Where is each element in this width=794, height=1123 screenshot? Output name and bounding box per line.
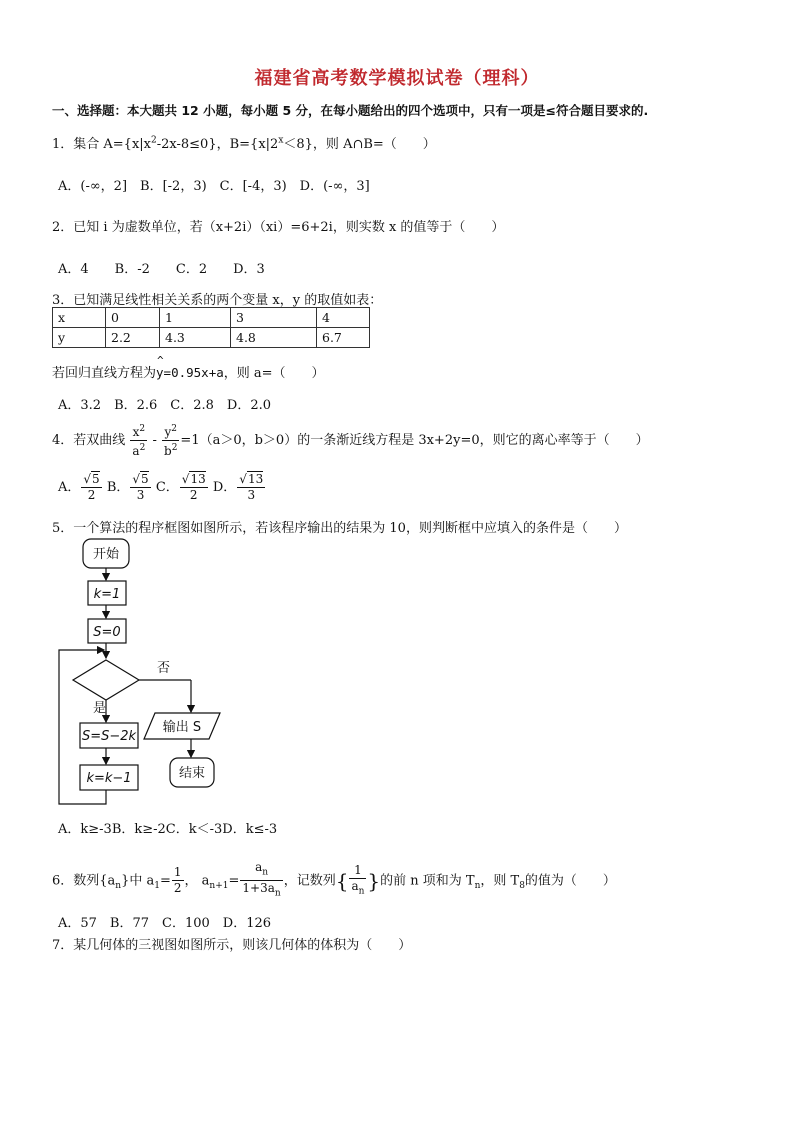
q4-option-a: A． $\frac{√5}{2}$: [58, 472, 100, 502]
section-heading: 一、选择题：本大题共 12 小题，每小题 5 分，在每小题给出的四个选项中，只有一项是≤符合题目要求的.: [52, 103, 649, 118]
q4-option-d: D． $\frac{√13}{3}$: [212, 472, 264, 502]
table-row: [53, 328, 370, 348]
table-cell: 4.8: [231, 328, 317, 348]
minus-sign: -: [152, 433, 157, 448]
q3-line-suffix: ，则 a=（ ）: [223, 366, 325, 381]
q1-text: 1．集合 A={x|x: [52, 137, 151, 152]
flow-yes-label: 是: [93, 701, 107, 716]
fraction-y2-b2: $\frac{y^2}{b^2}$: [164, 424, 178, 458]
flow-start-label: 开始: [92, 547, 120, 562]
flow-s-init-label: S=0: [93, 625, 121, 640]
question-2: 2．已知 i 为虚数单位，若（x+2i）（xi）=6+2i，则实数 x 的值等于（ ）: [52, 220, 505, 235]
page-title: 福建省高考数学模拟试卷（理科）: [254, 68, 540, 89]
q1-sup2: x: [278, 135, 284, 146]
q3-line-prefix: 若回归直线方程为: [52, 366, 157, 381]
flow-end-label: 结束: [178, 766, 206, 781]
q4-option-b: B． $\frac{√5}{3}$: [106, 472, 149, 502]
q1-text3: ＜8}，则 A∩B=（ ）: [283, 137, 436, 152]
question-4: [52, 422, 649, 459]
flow-output-label: 输出 S: [162, 720, 202, 735]
q1-sup: 2: [151, 135, 157, 146]
hat-mark: ^: [157, 354, 164, 367]
table-cell: 1: [160, 308, 231, 328]
table-cell: 4: [317, 308, 370, 328]
table-cell: 6.7: [317, 328, 370, 348]
fraction-x2-a2: $\frac{x^2}{a^2}$: [132, 424, 146, 458]
fraction-recurrence: $\frac{a_n}{1+3a_n}$: [242, 860, 281, 899]
q3-options: A．3.2 B．2.6 C．2.8 D．2.0: [58, 398, 272, 413]
question-1: [52, 133, 436, 152]
flow-k-init-label: k=1: [93, 587, 121, 602]
table-cell: x: [53, 308, 106, 328]
q6-options: A．57 B．77 C．100 D．126: [58, 916, 272, 931]
table-cell: y: [53, 328, 106, 348]
fraction-one-half: $\frac{1}{2}$: [173, 865, 182, 896]
xy-table: [52, 307, 370, 348]
question-3: 3．已知满足线性相关关系的两个变量 x，y 的取值如表：: [52, 293, 383, 308]
q3-line: [52, 354, 325, 381]
flow-update-k-label: k=k−1: [86, 771, 132, 786]
flowchart: [55, 532, 230, 812]
question-6: 6．数列$\{a_n\}$中 $a_1=$ $\frac{1}{2}$ ， $a_{n+1}=$ $\frac{a_n}{1+3a_n}$ ，记数列{ $\frac{1}{a_n}$ }的前 n 项和为 $T_n$，则 $T_8$的值为（ ）: [52, 860, 616, 902]
q1-text2: -2x-8≤0}，B={x|2: [156, 137, 279, 152]
flow-update-s-label: S=S−2k: [81, 729, 137, 744]
table-cell: 4.3: [160, 328, 231, 348]
question-7: 7．某几何体的三视图如图所示，则该几何体的体积为（ ）: [52, 938, 412, 953]
table-row: [53, 308, 370, 328]
q4-options: [58, 472, 266, 503]
table-cell: 3: [231, 308, 317, 328]
q2-options: A．4 B．-2 C．2 D．3: [58, 262, 265, 277]
regression-equation: y=0.95x+a: [156, 365, 224, 380]
table-cell: 2.2: [106, 328, 160, 348]
table-cell: 0: [106, 308, 160, 328]
q4-suffix: =1（a＞0，b＞0）的一条渐近线方程是 3x+2y=0，则它的离心率等于（ ）: [180, 433, 649, 448]
q4-prefix: 4．若双曲线: [52, 433, 126, 448]
q4-option-c: C． $\frac{√13}{2}$: [155, 472, 206, 502]
q1-options: A．(-∞，2] B．[-2，3) C．[-4，3) D．(-∞，3]: [58, 179, 370, 194]
fraction-inverse-an: $\frac{1}{a_n}$: [351, 862, 365, 897]
question-5: 5．一个算法的程序框图如图所示，若该程序输出的结果为 10，则判断框中应填入的条件是（ ）: [52, 521, 627, 536]
flow-no-label: 否: [157, 661, 171, 676]
flow-decision-diamond: [73, 660, 139, 700]
q5-options: A．k≥-3B．k≥-2C．k＜-3D．k≤-3: [58, 822, 278, 837]
